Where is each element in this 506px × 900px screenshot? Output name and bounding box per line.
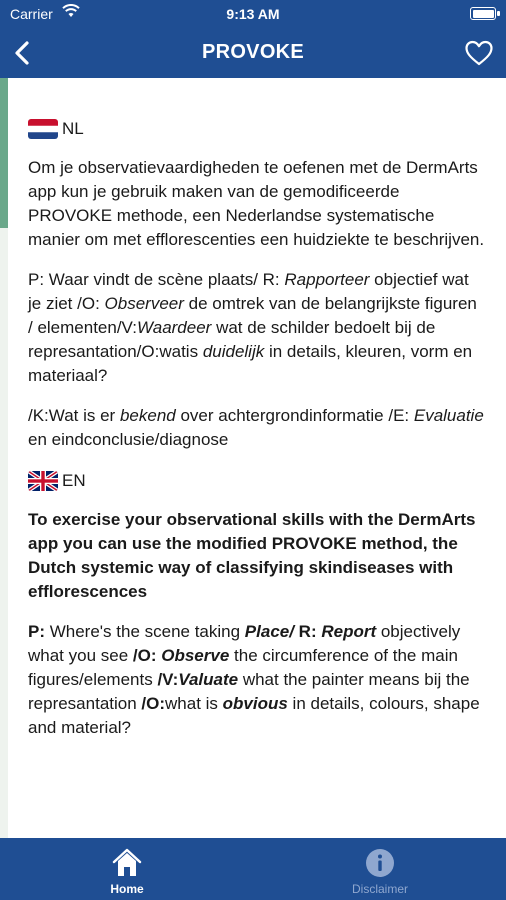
en-intro-paragraph: To exercise your observational skills with the DermArts app you can use the modified PROVOKE method, the Dutch systemic way of classifying skindiseases with efflorescences xyxy=(28,510,476,601)
tab-disclaimer[interactable] xyxy=(330,838,430,900)
navigation-bar xyxy=(0,28,506,78)
language-header-en xyxy=(28,468,486,494)
page-title: PROVOKE xyxy=(201,41,305,63)
status-bar xyxy=(0,0,506,28)
content-scroll-area[interactable] xyxy=(8,78,506,838)
nl-provoke-paragraph: P: Waar vindt de scène plaats/ R: Rapporteer objectief wat je ziet /O: Observeer de omtrek van de belangrijkste figuren / elementen/V:Waardeer wat de schilder bedoelt bij de represantation/O:watis duidelijk in details, kleuren, vorm en materiaal? xyxy=(28,270,477,385)
en-provoke-paragraph: P: Where's the scene taking Place/ R: Report objectively what you see /O: Observe the circumference of the main figures/elements /V:Valuate what the painter means bij the represantation /O:what is obvious in details, colours, shape and material? xyxy=(28,622,480,737)
carrier-label: Carrier xyxy=(10,6,53,22)
battery-icon xyxy=(470,7,496,20)
home-icon xyxy=(111,847,143,879)
nl-intro-paragraph: Om je observatievaardigheden te oefenen met de DermArts app kun je gebruik maken van de gemodificeerde PROVOKE methode, een Nederlandse systematische manier om met efflorescenties een huidziekte te beschrijven. xyxy=(28,158,485,249)
language-label-nl: NL xyxy=(62,119,84,138)
background-strip xyxy=(0,78,8,838)
uk-flag-icon xyxy=(28,471,58,491)
netherlands-flag-icon xyxy=(28,119,58,139)
info-icon xyxy=(364,847,396,879)
background-accent xyxy=(0,78,8,228)
language-header-nl xyxy=(28,116,486,142)
language-label-en: EN xyxy=(62,471,86,490)
tab-disclaimer-label: Disclaimer xyxy=(351,882,408,896)
tab-home[interactable] xyxy=(78,838,176,900)
nl-evaluation-paragraph: /K:Wat is er bekend over achtergrondinformatie /E: Evaluatie en eindconclusie/diagnose xyxy=(28,406,484,449)
clock: 9:13 AM xyxy=(226,6,280,22)
tab-bar xyxy=(0,838,506,900)
favorite-heart-icon[interactable] xyxy=(464,39,494,67)
tab-home-label: Home xyxy=(110,882,144,896)
